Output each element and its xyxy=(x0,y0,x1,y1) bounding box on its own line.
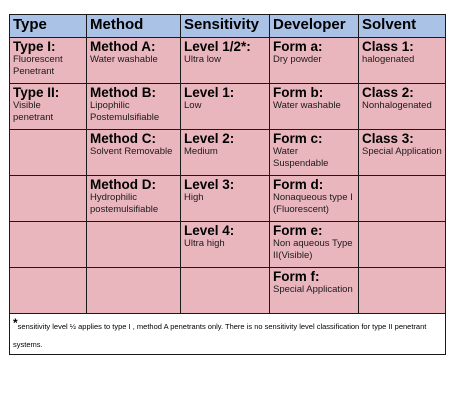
cell-solvent xyxy=(359,130,446,176)
cell-description: Hydrophilic postemulsifiable xyxy=(90,192,159,215)
penetrant-classification-table xyxy=(9,14,446,355)
header-row xyxy=(10,15,446,38)
cell-sensitivity xyxy=(181,84,270,130)
footnote-text: sensitivity level ½ applies to type I , method A penetrants only. There is no sensitivity level classification for type II penetrant systems. xyxy=(13,322,427,349)
penetrant-classification-table-wrapper xyxy=(9,14,445,355)
cell-title: Form b: xyxy=(273,85,324,100)
cell-title: Method C: xyxy=(90,131,156,146)
header-type: Type xyxy=(10,15,87,38)
cell-method xyxy=(87,130,181,176)
cell-description: Fluorescent Penetrant xyxy=(13,54,63,77)
cell-developer xyxy=(270,84,359,130)
cell-title: Form c: xyxy=(273,131,323,146)
cell-title: Form e: xyxy=(273,223,323,238)
cell-method xyxy=(87,84,181,130)
cell-sensitivity xyxy=(181,130,270,176)
cell-sensitivity xyxy=(181,222,270,268)
table-row xyxy=(10,176,446,222)
cell-sensitivity xyxy=(181,176,270,222)
cell-title: Level 2: xyxy=(184,131,235,146)
cell-description: Solvent Removable xyxy=(90,146,173,157)
cell-description: Medium xyxy=(184,146,218,157)
cell-solvent xyxy=(359,38,446,84)
header-solvent: Solvent xyxy=(359,15,446,38)
cell-method xyxy=(87,268,181,314)
footnote-cell xyxy=(10,314,446,355)
cell-description: Nonhalogenated xyxy=(362,100,432,111)
cell-solvent xyxy=(359,268,446,314)
cell-solvent xyxy=(359,176,446,222)
cell-title: Form d: xyxy=(273,177,324,192)
cell-description: Water washable xyxy=(273,100,341,111)
cell-description: Nonaqueous type I (Fluorescent) xyxy=(273,192,353,215)
cell-type xyxy=(10,130,87,176)
cell-description: Ultra high xyxy=(184,238,225,249)
cell-method xyxy=(87,38,181,84)
cell-method xyxy=(87,176,181,222)
cell-title: Level 3: xyxy=(184,177,235,192)
cell-title: Form f: xyxy=(273,269,320,284)
cell-description: Special Application xyxy=(362,146,442,157)
cell-title: Level 1/2*: xyxy=(184,39,251,54)
cell-type xyxy=(10,268,87,314)
table-row xyxy=(10,84,446,130)
cell-title: Level 4: xyxy=(184,223,235,238)
cell-description: Low xyxy=(184,100,202,111)
cell-description: Water washable xyxy=(90,54,158,65)
cell-type xyxy=(10,176,87,222)
cell-description: Water Suspendable xyxy=(273,146,329,169)
cell-title: Type II: xyxy=(13,85,60,100)
cell-type xyxy=(10,84,87,130)
cell-description: Dry powder xyxy=(273,54,322,65)
table-row xyxy=(10,38,446,84)
cell-title: Method D: xyxy=(90,177,156,192)
cell-developer xyxy=(270,268,359,314)
footnote-marker: * xyxy=(13,316,18,330)
cell-title: Class 1: xyxy=(362,39,414,54)
cell-title: Method A: xyxy=(90,39,156,54)
cell-description: High xyxy=(184,192,204,203)
cell-description: Special Application xyxy=(273,284,353,295)
cell-title: Class 2: xyxy=(362,85,414,100)
cell-title: Level 1: xyxy=(184,85,235,100)
cell-title: Method B: xyxy=(90,85,156,100)
cell-method xyxy=(87,222,181,268)
table-body xyxy=(10,38,446,355)
cell-solvent xyxy=(359,222,446,268)
cell-title: Type I: xyxy=(13,39,56,54)
cell-description: Ultra low xyxy=(184,54,221,65)
table-row xyxy=(10,130,446,176)
cell-developer xyxy=(270,176,359,222)
cell-title: Form a: xyxy=(273,39,323,54)
cell-type xyxy=(10,38,87,84)
header-method: Method xyxy=(87,15,181,38)
cell-type xyxy=(10,222,87,268)
cell-description: Non aqueous Type II(Visible) xyxy=(273,238,353,261)
cell-description: Visible penetrant xyxy=(13,100,54,123)
table-row xyxy=(10,268,446,314)
cell-sensitivity xyxy=(181,268,270,314)
table-row xyxy=(10,222,446,268)
cell-developer xyxy=(270,222,359,268)
cell-solvent xyxy=(359,84,446,130)
cell-sensitivity xyxy=(181,38,270,84)
footnote-row xyxy=(10,314,446,355)
cell-description: halogenated xyxy=(362,54,415,65)
cell-description: Lipophilic Postemulsifiable xyxy=(90,100,160,123)
cell-developer xyxy=(270,130,359,176)
cell-title: Class 3: xyxy=(362,131,414,146)
header-sensitivity: Sensitivity xyxy=(181,15,270,38)
cell-developer xyxy=(270,38,359,84)
header-developer: Developer xyxy=(270,15,359,38)
